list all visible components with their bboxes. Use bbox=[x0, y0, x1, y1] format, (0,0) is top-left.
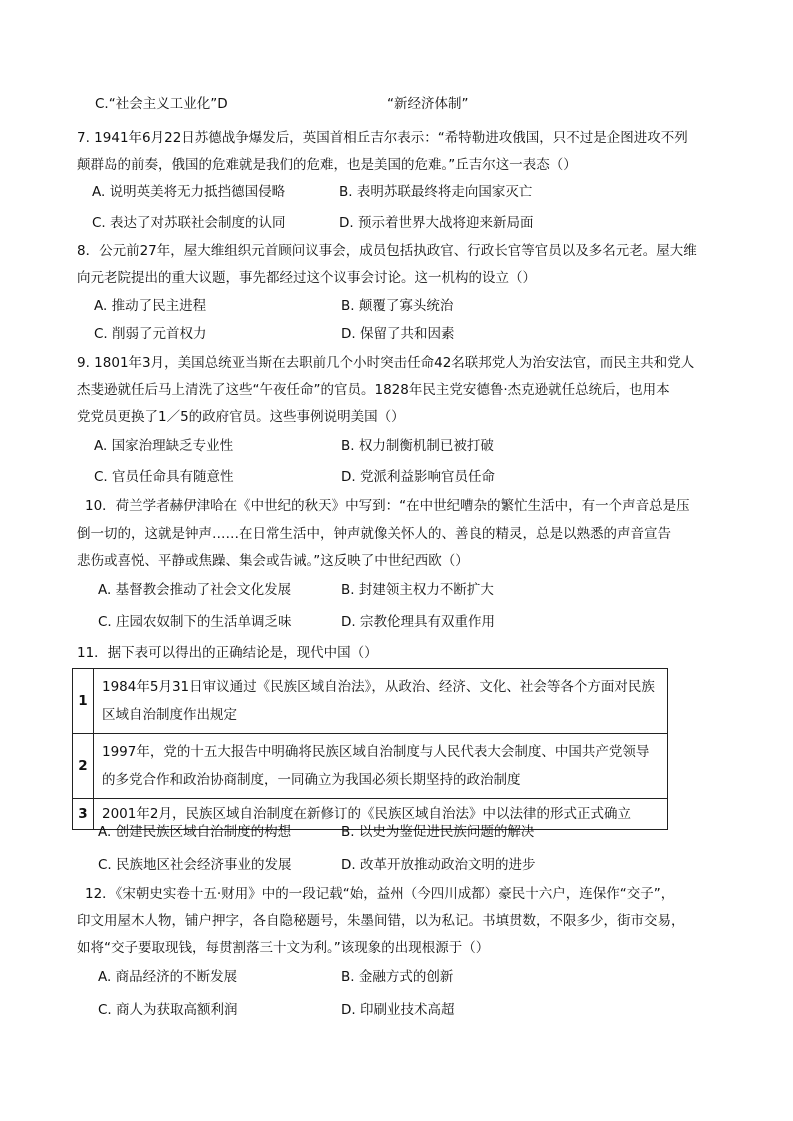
q8-option-c: C. 削弱了元首权力 bbox=[94, 326, 207, 342]
q7-option-c: C. 表达了对苏联社会制度的认同 bbox=[92, 215, 286, 231]
q7-option-d: D. 预示着世界大战将迎来新局面 bbox=[339, 215, 534, 231]
q8-option-a: A. 推动了民主进程 bbox=[94, 298, 207, 314]
q10-option-c: C. 庄园农奴制下的生活单调乏味 bbox=[98, 614, 292, 630]
q11-table bbox=[72, 668, 668, 830]
q10-option-a: A. 基督教会推动了社会文化发展 bbox=[98, 582, 292, 598]
q6-option-c: C.“社会主义工业化”D bbox=[95, 96, 228, 112]
q11-option-c: C. 民族地区社会经济事业的发展 bbox=[98, 857, 292, 873]
q12-option-c: C. 商人为获取高额利润 bbox=[98, 1002, 238, 1018]
q10-option-d: D. 宗教伦理具有双重作用 bbox=[341, 614, 495, 630]
q8-stem-line1: 8．公元前27年，屋大维组织元首顾问议事会，成员包括执政官、行政长官等官员以及多名元老。屋大维 bbox=[77, 243, 697, 259]
q12-stem-line2: 印文用屋木人物，铺户押字，各自隐秘题号，朱墨间错，以为私记。书填贯数，不限多少，街市交易， bbox=[77, 913, 685, 929]
q12-option-b: B. 金融方式的创新 bbox=[341, 969, 454, 985]
q9-option-c: C. 官员任命具有随意性 bbox=[94, 469, 234, 485]
q12-stem-line3: 如将“交子要取现钱，每贯割落三十文为利。”该现象的出现根源于（） bbox=[77, 940, 490, 956]
q9-stem-line1: 9. 1801年3月，美国总统亚当斯在去职前几个小时突击任命42名联邦党人为治安法官，而民主共和党人 bbox=[77, 355, 695, 371]
q10-stem-line3: 悲伤或喜悦、平静或焦躁、集会或告诫。”这反映了中世纪西欧（） bbox=[77, 553, 469, 569]
q8-option-b: B. 颠覆了寡头统治 bbox=[341, 298, 454, 314]
q9-stem-line2: 杰斐逊就任后马上清洗了这些“午夜任命”的官员。1828年民主党安德鲁·杰克逊就任总统后，也用本 bbox=[77, 382, 670, 398]
q9-stem-line3: 党党员更换了1／5的政府官员。这些事例说明美国（） bbox=[77, 409, 405, 425]
table-row bbox=[73, 734, 668, 799]
q9-option-b: B. 权力制衡机制已被打破 bbox=[341, 438, 494, 454]
table-row bbox=[73, 669, 668, 734]
q7-stem-line1: 7. 1941年6月22日苏德战争爆发后，英国首相丘吉尔表示：“希特勒进攻俄国，只不过是企图进攻不列 bbox=[77, 130, 688, 146]
q11-stem: 11．据下表可以得出的正确结论是，现代中国（） bbox=[77, 645, 378, 661]
q11-row-number: 3 bbox=[73, 799, 94, 830]
q8-stem-line2: 向元老院提出的重大议题，事先都经过这个议事会讨论。这一机构的设立（） bbox=[77, 270, 536, 286]
q9-option-a: A. 国家治理缺乏专业性 bbox=[94, 438, 234, 454]
q12-stem-line1: 12．《宋朝史实卷十五·财用》中的一段记载“始，益州（今四川成都）豪民十六户，连保作“交子”， bbox=[85, 886, 675, 902]
q11-row-text: 2001年2月，民族区域自治制度在新修订的《民族区域自治法》中以法律的形式正式确立 bbox=[94, 799, 668, 830]
q11-option-b: B. 以史为鉴促进民族问题的解决 bbox=[341, 824, 535, 840]
q11-row-number: 2 bbox=[73, 734, 94, 799]
q11-option-a: A. 创建民族区域自治制度的构想 bbox=[98, 824, 292, 840]
q11-option-d: D. 改革开放推动政治文明的进步 bbox=[341, 857, 536, 873]
q10-stem-line2: 倒一切的，这就是钟声……在日常生活中，钟声就像关怀人的、善良的精灵，总是以熟悉的声音宣告 bbox=[77, 526, 671, 542]
q6-option-d: “新经济体制” bbox=[387, 96, 469, 112]
q10-stem-line1: 10．荷兰学者赫伊津哈在《中世纪的秋天》中写到：“在中世纪嘈杂的繁忙生活中，有一个声音总是压 bbox=[85, 498, 690, 514]
q8-option-d: D. 保留了共和因素 bbox=[341, 326, 455, 342]
q7-option-b: B. 表明苏联最终将走向国家灭亡 bbox=[339, 184, 533, 200]
q12-option-d: D. 印刷业技术高超 bbox=[341, 1002, 455, 1018]
q7-stem-line2: 颠群岛的前奏，俄国的危难就是我们的危难，也是美国的危难。”丘吉尔这一表态（） bbox=[77, 157, 577, 173]
q7-option-a: A. 说明英美将无力抵挡德国侵略 bbox=[92, 184, 286, 200]
q11-row-text: 1997年，党的十五大报告中明确将民族区域自治制度与人民代表大会制度、中国共产党领导的多党合作和政治协商制度，一同确立为我国必须长期坚持的政治制度 bbox=[94, 734, 668, 799]
q12-option-a: A. 商品经济的不断发展 bbox=[98, 969, 238, 985]
q10-option-b: B. 封建领主权力不断扩大 bbox=[341, 582, 494, 598]
q11-row-number: 1 bbox=[73, 669, 94, 734]
q11-row-text: 1984年5月31日审议通过《民族区域自治法》，从政治、经济、文化、社会等各个方面对民族区域自治制度作出规定 bbox=[94, 669, 668, 734]
q9-option-d: D. 党派利益影响官员任命 bbox=[341, 469, 495, 485]
